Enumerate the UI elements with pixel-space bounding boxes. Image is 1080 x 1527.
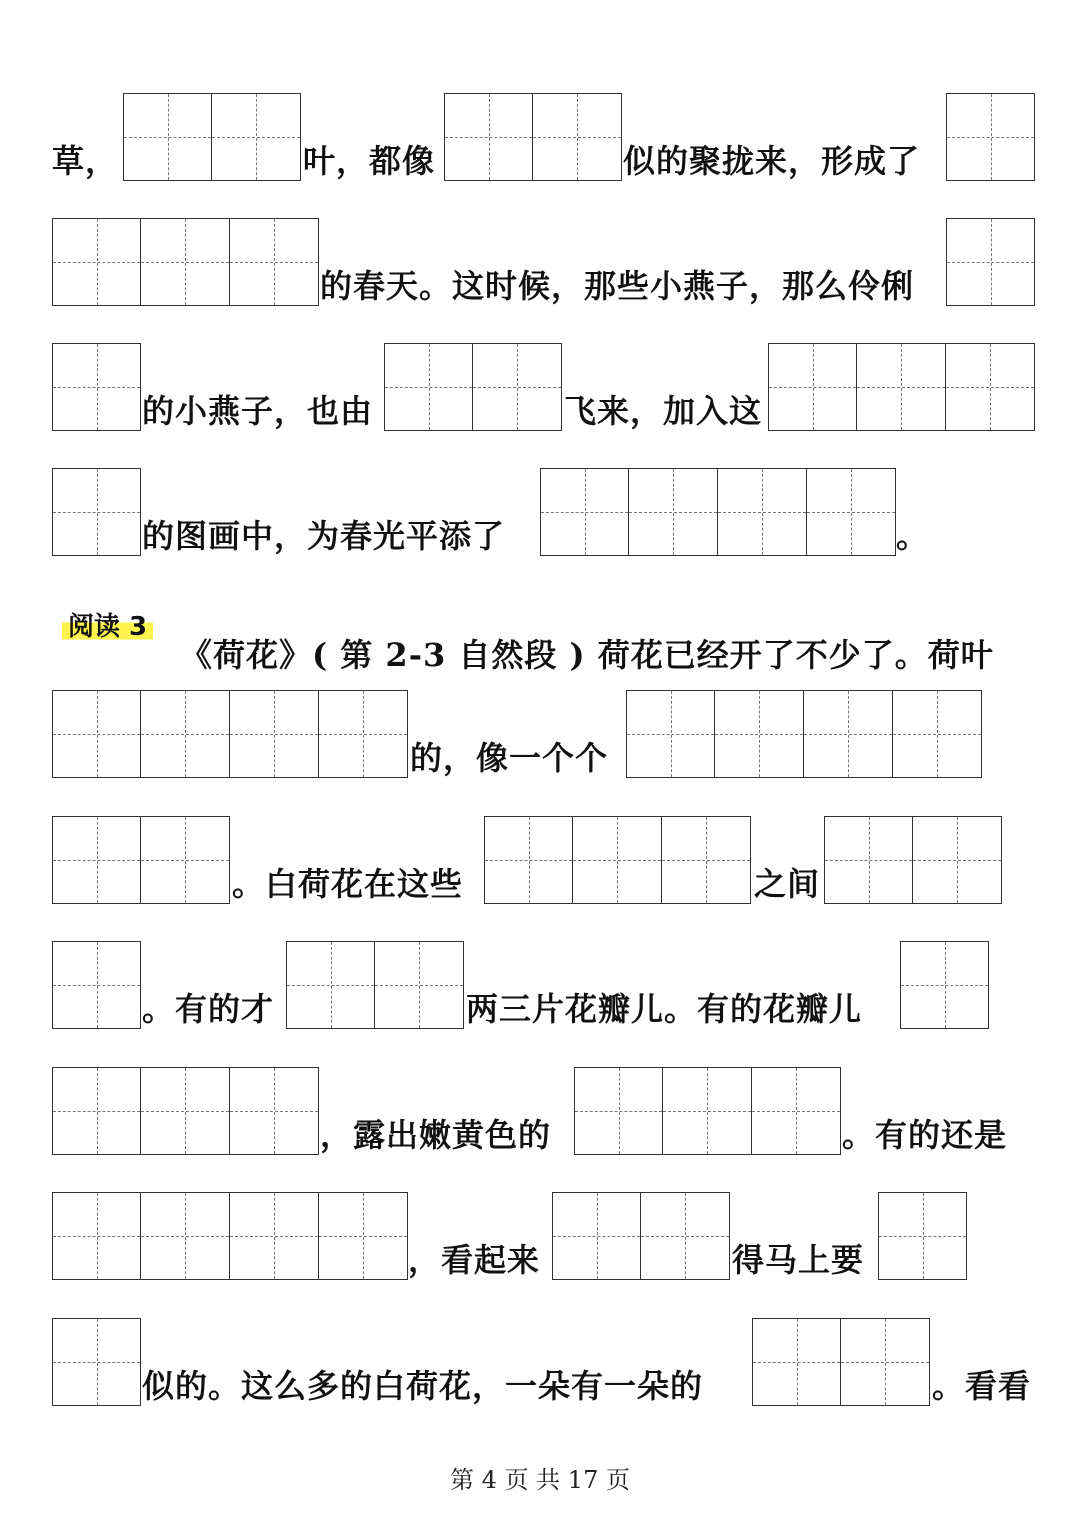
blank-box-group[interactable] (384, 343, 562, 431)
blank-box-group[interactable] (574, 1067, 841, 1155)
writing-cell[interactable] (52, 343, 141, 431)
passage-text: ，露出嫩黄色的 (320, 1116, 552, 1154)
passage-line (0, 690, 1080, 782)
blank-box-group[interactable] (878, 1192, 967, 1280)
passage-text: 的小燕子，也由 (142, 392, 374, 430)
blank-box-group[interactable] (484, 816, 751, 904)
writing-cell[interactable] (384, 343, 473, 431)
passage-line (0, 816, 1080, 908)
writing-cell[interactable] (718, 468, 807, 556)
writing-cell[interactable] (715, 690, 804, 778)
writing-cell[interactable] (375, 941, 464, 1029)
blank-box-group[interactable] (752, 1318, 930, 1406)
passage-text: 的，像一个个 (410, 739, 609, 777)
passage-text: 似的。这么多的白荷花，一朵有一朵的 (142, 1367, 704, 1405)
writing-cell[interactable] (878, 1192, 967, 1280)
writing-cell[interactable] (141, 690, 230, 778)
passage-line (0, 218, 1080, 310)
writing-cell[interactable] (629, 468, 718, 556)
writing-cell[interactable] (319, 1192, 408, 1280)
writing-cell[interactable] (841, 1318, 930, 1406)
writing-cell[interactable] (807, 468, 896, 556)
writing-cell[interactable] (52, 218, 141, 306)
writing-cell[interactable] (752, 1067, 841, 1155)
section-heading: 《荷花》( 第 2-3 自然段 ) 荷花已经开了不少了。荷叶 (180, 636, 994, 674)
page-number: 第 4 页 共 17 页 (450, 1466, 630, 1494)
writing-cell[interactable] (552, 1192, 641, 1280)
passage-text: 似的聚拢来，形成了 (623, 142, 921, 180)
passage-text: 叶，都像 (303, 142, 436, 180)
writing-cell[interactable] (484, 816, 573, 904)
blank-box-group[interactable] (946, 218, 1035, 306)
writing-cell[interactable] (230, 690, 319, 778)
writing-cell[interactable] (230, 218, 319, 306)
writing-cell[interactable] (662, 816, 751, 904)
blank-box-group[interactable] (52, 1067, 319, 1155)
passage-text: 的春天。这时候，那些小燕子，那么伶俐 (320, 267, 915, 305)
writing-cell[interactable] (768, 343, 857, 431)
passage-text: 得马上要 (732, 1241, 865, 1279)
writing-cell[interactable] (641, 1192, 730, 1280)
passage-line (0, 941, 1080, 1033)
blank-box-group[interactable] (52, 1192, 408, 1280)
passage-text: 飞来，加入这 (564, 392, 763, 430)
passage-text: 。有的还是 (842, 1116, 1008, 1154)
writing-cell[interactable] (212, 93, 301, 181)
passage-line (0, 468, 1080, 560)
writing-cell[interactable] (946, 93, 1035, 181)
writing-cell[interactable] (752, 1318, 841, 1406)
writing-cell[interactable] (141, 1192, 230, 1280)
blank-box-group[interactable] (52, 343, 141, 431)
writing-cell[interactable] (946, 343, 1035, 431)
writing-cell[interactable] (857, 343, 946, 431)
passage-text: 草， (52, 142, 119, 180)
writing-cell[interactable] (893, 690, 982, 778)
writing-cell[interactable] (574, 1067, 663, 1155)
writing-cell[interactable] (230, 1192, 319, 1280)
writing-cell[interactable] (141, 1067, 230, 1155)
blank-box-group[interactable] (946, 93, 1035, 181)
passage-line (0, 343, 1080, 435)
passage-line (0, 1318, 1080, 1410)
writing-cell[interactable] (286, 941, 375, 1029)
blank-box-group[interactable] (444, 93, 622, 181)
writing-cell[interactable] (141, 816, 230, 904)
writing-cell[interactable] (946, 218, 1035, 306)
blank-box-group[interactable] (52, 816, 230, 904)
passage-text: 。有的才 (142, 990, 275, 1028)
blank-box-group[interactable] (552, 1192, 730, 1280)
blank-box-group[interactable] (52, 468, 141, 556)
passage-text: 之间 (754, 865, 821, 903)
writing-cell[interactable] (533, 93, 622, 181)
writing-cell[interactable] (540, 468, 629, 556)
blank-box-group[interactable] (52, 941, 141, 1029)
passage-text: 。看看 (932, 1367, 1032, 1405)
writing-cell[interactable] (52, 1192, 141, 1280)
writing-cell[interactable] (444, 93, 533, 181)
writing-cell[interactable] (52, 1067, 141, 1155)
blank-box-group[interactable] (824, 816, 1002, 904)
writing-cell[interactable] (573, 816, 662, 904)
passage-text: 的图画中，为春光平添了 (142, 517, 506, 555)
writing-cell[interactable] (52, 1318, 141, 1406)
blank-box-group[interactable] (900, 941, 989, 1029)
section-badge: 阅读 3 (62, 606, 153, 643)
blank-box-group[interactable] (52, 218, 319, 306)
writing-cell[interactable] (52, 941, 141, 1029)
writing-cell[interactable] (626, 690, 715, 778)
blank-box-group[interactable] (626, 690, 982, 778)
writing-cell[interactable] (52, 468, 141, 556)
blank-box-group[interactable] (123, 93, 301, 181)
blank-box-group[interactable] (768, 343, 1035, 431)
writing-cell[interactable] (52, 816, 141, 904)
writing-cell[interactable] (123, 93, 212, 181)
writing-cell[interactable] (913, 816, 1002, 904)
writing-cell[interactable] (319, 690, 408, 778)
passage-line (0, 93, 1080, 185)
writing-cell[interactable] (900, 941, 989, 1029)
blank-box-group[interactable] (52, 1318, 141, 1406)
writing-cell[interactable] (824, 816, 913, 904)
passage-line (0, 1067, 1080, 1159)
writing-cell[interactable] (230, 1067, 319, 1155)
passage-text: 两三片花瓣儿。有的花瓣儿 (466, 990, 863, 1028)
writing-cell[interactable] (473, 343, 562, 431)
passage-text: 。白荷花在这些 (232, 865, 464, 903)
passage-text: ，看起来 (408, 1241, 541, 1279)
blank-box-group[interactable] (286, 941, 464, 1029)
writing-cell[interactable] (804, 690, 893, 778)
passage-line (0, 1192, 1080, 1284)
writing-cell[interactable] (52, 690, 141, 778)
passage-text: 。 (896, 517, 930, 555)
blank-box-group[interactable] (540, 468, 896, 556)
blank-box-group[interactable] (52, 690, 408, 778)
writing-cell[interactable] (663, 1067, 752, 1155)
writing-cell[interactable] (141, 218, 230, 306)
